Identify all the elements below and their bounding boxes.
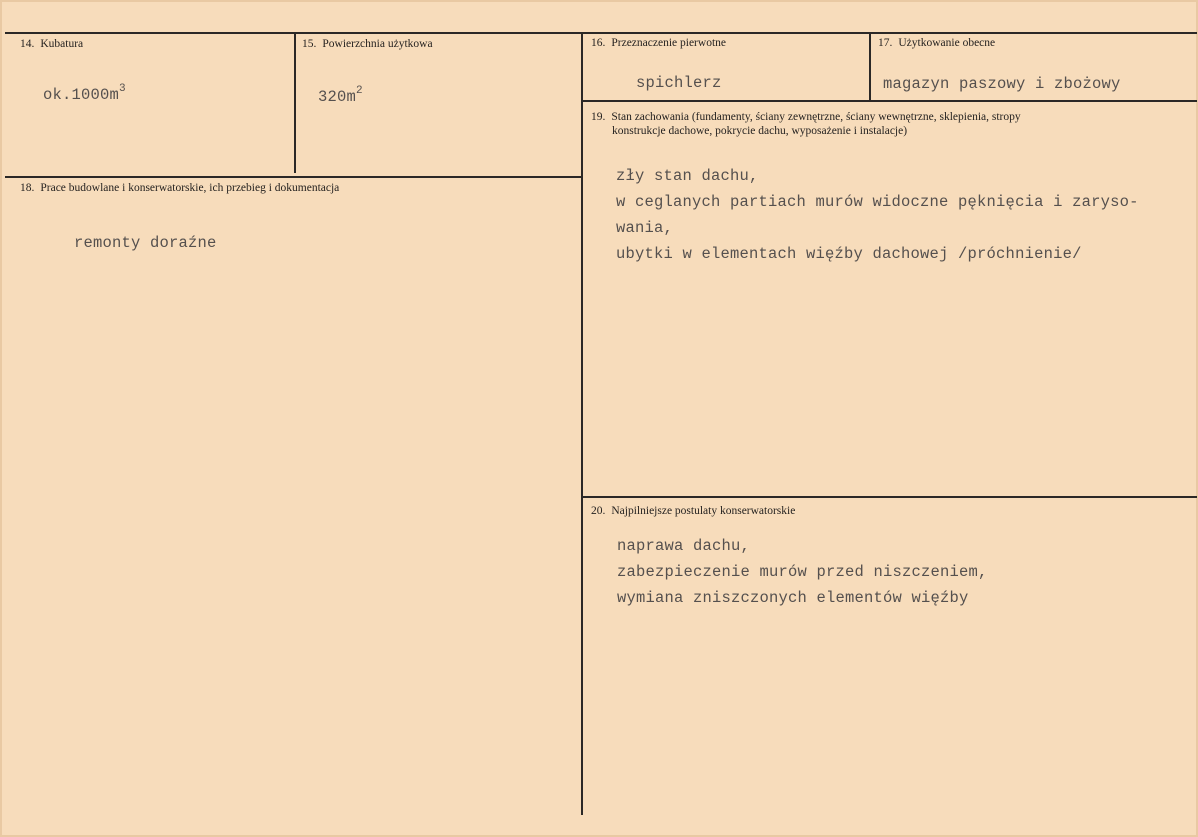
stan-line-3: wania, (616, 219, 674, 237)
postulat-line-3: wymiana zniszczonych elementów więźby (617, 589, 969, 607)
field-19-number: 19. (591, 111, 606, 123)
divider-14-15 (294, 32, 296, 173)
field-19-value (616, 163, 1139, 267)
postulat-line-2: zabezpieczenie murów przed niszczeniem, (617, 563, 988, 581)
divider-row-18 (5, 176, 581, 178)
field-18-number: 18. (20, 182, 35, 194)
divider-row-19 (582, 100, 1197, 102)
divider-row-20 (582, 496, 1197, 498)
kubatura-value: ok.1000m (43, 86, 120, 104)
field-16-value (636, 74, 722, 92)
field-15-number: 15. (302, 38, 317, 50)
field-19-title-line1: Stan zachowania (fundamenty, ściany zewnętrzne, ściany wewnętrzne, sklepienia, stropy (611, 111, 1021, 123)
field-18-label (20, 181, 339, 196)
field-15-title: Powierzchnia użytkowa (322, 38, 433, 50)
field-17-value (883, 75, 1121, 93)
field-14-number: 14. (20, 38, 35, 50)
top-border (5, 32, 1197, 34)
field-19-label (591, 110, 1021, 125)
field-18-title: Prace budowlane i konserwatorskie, ich przebieg i dokumentacja (40, 182, 340, 194)
powierzchnia-exponent: 2 (356, 85, 363, 97)
field-16-number: 16. (591, 37, 606, 49)
field-15-label (302, 37, 433, 52)
field-16-title: Przeznaczenie pierwotne (611, 37, 726, 49)
powierzchnia-value: 320m (318, 88, 357, 106)
divider-16-17 (869, 32, 871, 100)
stan-line-4: ubytki w elementach więźby dachowej /próchnienie/ (616, 245, 1082, 263)
field-17-label (878, 36, 995, 51)
field-19-label-cont (612, 124, 907, 139)
center-divider (581, 32, 583, 815)
field-15-value (318, 85, 363, 106)
field-16-label (591, 36, 726, 51)
postulat-line-1: naprawa dachu, (617, 537, 751, 555)
field-14-label (20, 37, 83, 52)
field-20-title: Najpilniejsze postulaty konserwatorskie (611, 505, 796, 517)
field-20-number: 20. (591, 505, 606, 517)
field-20-value (617, 533, 988, 611)
field-17-title: Użytkowanie obecne (898, 37, 996, 49)
stan-line-2: w ceglanych partiach murów widoczne pęknięcia i zaryso- (616, 193, 1139, 211)
field-18-value (74, 234, 217, 252)
przeznaczenie-value: spichlerz (636, 74, 722, 92)
field-20-label (591, 504, 795, 519)
uzytkowanie-value: magazyn paszowy i zbożowy (883, 75, 1121, 93)
field-14-value (43, 83, 126, 104)
stan-line-1: zły stan dachu, (616, 167, 759, 185)
field-17-number: 17. (878, 37, 893, 49)
prace-value: remonty doraźne (74, 234, 217, 252)
field-19-title-line2: konstrukcje dachowe, pokrycie dachu, wyposażenie i instalacje) (612, 125, 908, 137)
field-14-title: Kubatura (40, 38, 84, 50)
kubatura-exponent: 3 (119, 83, 126, 95)
